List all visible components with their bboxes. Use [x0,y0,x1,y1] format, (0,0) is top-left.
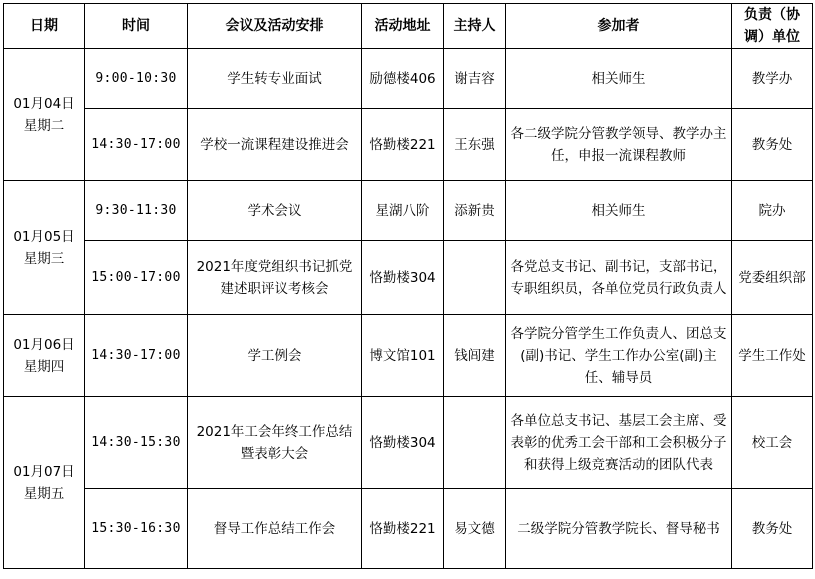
host-cell: 王东强 [444,109,506,181]
owner-cell: 教学办 [732,49,813,109]
host-cell: 钱闾建 [444,315,506,397]
weekday-text: 星期二 [23,117,65,134]
event-cell: 学工例会 [188,315,362,397]
date-text: 01月06日 [13,336,75,353]
location-cell: 励德楼406 [362,49,444,109]
location-cell: 恪勤楼304 [362,397,444,489]
owner-cell: 学生工作处 [732,315,813,397]
time-cell: 14:30-15:30 [85,397,188,489]
header-event: 会议及活动安排 [188,4,362,49]
attendees-cell: 相关师生 [506,181,732,241]
owner-cell: 院办 [732,181,813,241]
table-row [4,181,813,241]
header-attendees: 参加者 [506,4,732,49]
owner-cell: 教务处 [732,489,813,569]
host-cell [444,241,506,315]
table-row [4,49,813,109]
time-cell: 14:30-17:00 [85,109,188,181]
location-cell: 星湖八阶 [362,181,444,241]
date-cell [4,181,85,315]
attendees-cell: 各单位总支书记、基层工会主席、受表彰的优秀工会干部和工会积极分子和获得上级竞赛活动的团队代表 [506,397,732,489]
time-cell: 9:30-11:30 [85,181,188,241]
date-cell [4,49,85,181]
location-cell: 恪勤楼221 [362,109,444,181]
event-cell: 学术会议 [188,181,362,241]
weekday-text: 星期五 [23,485,65,502]
event-cell: 2021年工会年终工作总结暨表彰大会 [188,397,362,489]
table-row [4,315,813,397]
date-cell [4,315,85,397]
attendees-cell: 相关师生 [506,49,732,109]
event-cell: 2021年度党组织书记抓党建述职评议考核会 [188,241,362,315]
table-row [4,241,813,315]
date-text: 01月05日 [13,228,75,245]
location-cell: 博文馆101 [362,315,444,397]
table-row [4,109,813,181]
attendees-cell: 各党总支书记、副书记，支部书记，专职组织员，各单位党员行政负责人 [506,241,732,315]
header-time: 时间 [85,4,188,49]
location-cell: 恪勤楼304 [362,241,444,315]
attendees-cell: 二级学院分管教学院长、督导秘书 [506,489,732,569]
header-host: 主持人 [444,4,506,49]
weekday-text: 星期三 [23,250,65,267]
time-cell: 9:00-10:30 [85,49,188,109]
owner-cell: 教务处 [732,109,813,181]
header-location: 活动地址 [362,4,444,49]
time-cell: 15:30-16:30 [85,489,188,569]
weekday-text: 星期四 [23,358,65,375]
location-cell: 恪勤楼221 [362,489,444,569]
attendees-cell: 各学院分管学生工作负责人、团总支(副)书记、学生工作办公室(副)主任、辅导员 [506,315,732,397]
host-cell: 易文德 [444,489,506,569]
event-cell: 督导工作总结工作会 [188,489,362,569]
time-cell: 14:30-17:00 [85,315,188,397]
event-cell: 学校一流课程建设推进会 [188,109,362,181]
table-row [4,489,813,569]
host-cell: 添新贵 [444,181,506,241]
header-row [4,4,813,49]
event-cell: 学生转专业面试 [188,49,362,109]
host-cell: 谢吉容 [444,49,506,109]
host-cell [444,397,506,489]
header-owner: 负责（协调）单位 [732,4,813,49]
date-text: 01月07日 [13,463,75,480]
date-text: 01月04日 [13,95,75,112]
table-row [4,397,813,489]
owner-cell: 校工会 [732,397,813,489]
schedule-table [3,3,813,569]
header-date: 日期 [4,4,85,49]
attendees-cell: 各二级学院分管教学领导、教学办主任，申报一流课程教师 [506,109,732,181]
time-cell: 15:00-17:00 [85,241,188,315]
owner-cell: 党委组织部 [732,241,813,315]
date-cell [4,397,85,569]
